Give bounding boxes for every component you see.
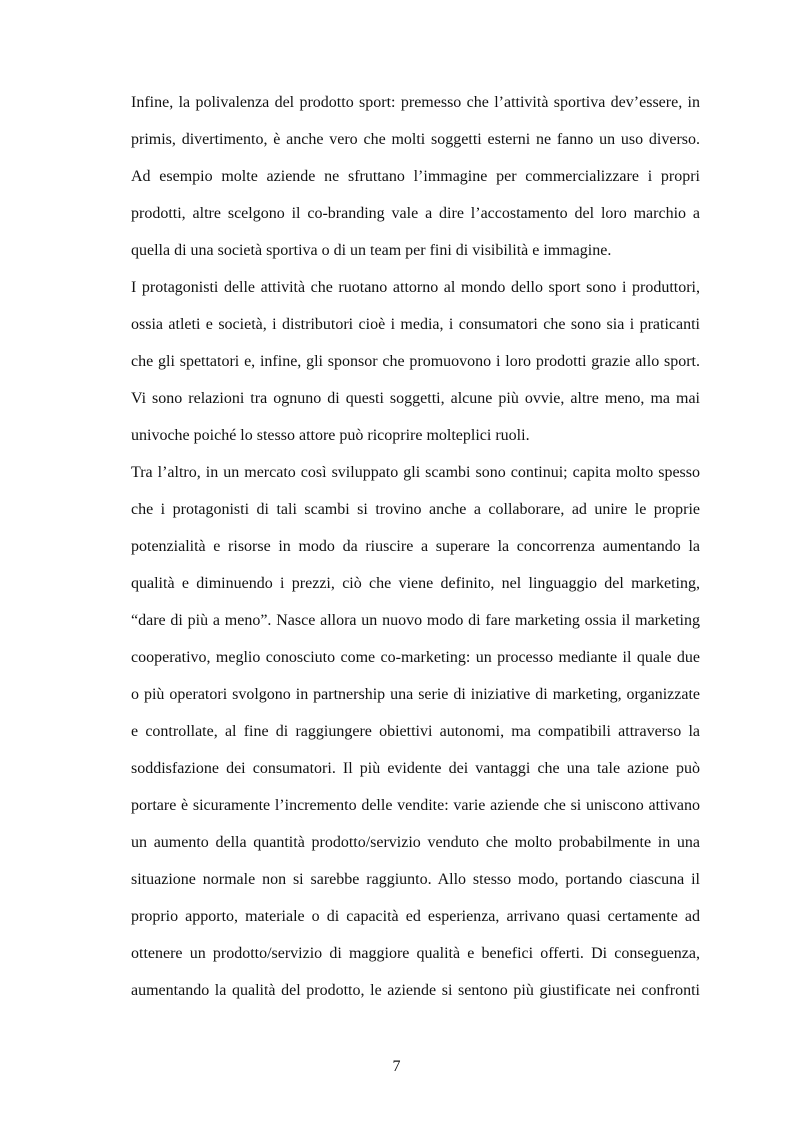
paragraph-2-line-1: I protagonisti delle attività che ruotano attorno al mondo dello sport sono i produttori, [131, 279, 700, 296]
paragraph-2-line-2: ossia atleti e società, i distributori cioè i media, i consumatori che sono sia i praticanti [131, 316, 700, 333]
paragraph-3-line-4: qualità e diminuendo i prezzi, ciò che viene definito, nel linguaggio del marketing, [131, 575, 700, 592]
paragraph-3-line-7: o più operatori svolgono in partnership una serie di iniziative di marketing, organizzate [131, 686, 700, 703]
paragraph-3-line-13: proprio apporto, materiale o di capacità ed esperienza, arrivano quasi certamente ad [131, 908, 700, 925]
paragraph-3-line-5: “dare di più a meno”. Nasce allora un nuovo modo di fare marketing ossia il marketing [131, 612, 700, 629]
paragraph-2-line-5: univoche poiché lo stesso attore può ricoprire molteplici ruoli. [131, 427, 530, 444]
paragraph-3-line-8: e controllate, al fine di raggiungere obiettivi autonomi, ma compatibili attraverso la [131, 723, 700, 740]
paragraph-3-line-11: un aumento della quantità prodotto/servizio venduto che molto probabilmente in una [131, 834, 700, 851]
paragraph-3-line-15: aumentando la qualità del prodotto, le aziende si sentono più giustificate nei confronti [131, 982, 700, 999]
paragraph-1-line-1: Infine, la polivalenza del prodotto sport: premesso che l’attività sportiva dev’essere, in [131, 94, 700, 111]
page-number: 7 [392, 1058, 401, 1075]
paragraph-2-line-3: che gli spettatori e, infine, gli sponsor che promuovono i loro prodotti grazie allo sport. [131, 353, 700, 370]
paragraph-3-line-12: situazione normale non si sarebbe raggiunto. Allo stesso modo, portando ciascuna il [131, 871, 700, 888]
paragraph-1-line-2: primis, divertimento, è anche vero che molti soggetti esterni ne fanno un uso diverso. [131, 131, 700, 148]
paragraph-2-line-4: Vi sono relazioni tra ognuno di questi soggetti, alcune più ovvie, altre meno, ma mai [131, 390, 700, 407]
paragraph-3-line-6: cooperativo, meglio conosciuto come co-marketing: un processo mediante il quale due [131, 649, 700, 666]
body-text [131, 88, 700, 1013]
paragraph-3-line-2: che i protagonisti di tali scambi si trovino anche a collaborare, ad unire le proprie [131, 501, 700, 518]
paragraph-1-line-3: Ad esempio molte aziende ne sfruttano l’immagine per commercializzare i propri [131, 168, 700, 185]
paragraph-1-line-4: prodotti, altre scelgono il co-branding vale a dire l’accostamento del loro marchio a [131, 205, 700, 222]
paragraph-3-line-3: potenzialità e risorse in modo da riuscire a superare la concorrenza aumentando la [131, 538, 700, 555]
paragraph-3-line-10: portare è sicuramente l’incremento delle vendite: varie aziende che si uniscono attivano [131, 797, 700, 814]
paragraph-3-line-1: Tra l’altro, in un mercato così sviluppato gli scambi sono continui; capita molto spesso [131, 464, 700, 481]
paragraph-3-line-9: soddisfazione dei consumatori. Il più evidente dei vantaggi che una tale azione può [131, 760, 700, 777]
paragraph-1-line-5: quella di una società sportiva o di un team per fini di visibilità e immagine. [131, 242, 612, 259]
paragraph-3-line-14: ottenere un prodotto/servizio di maggiore qualità e benefici offerti. Di conseguenza, [131, 945, 700, 962]
